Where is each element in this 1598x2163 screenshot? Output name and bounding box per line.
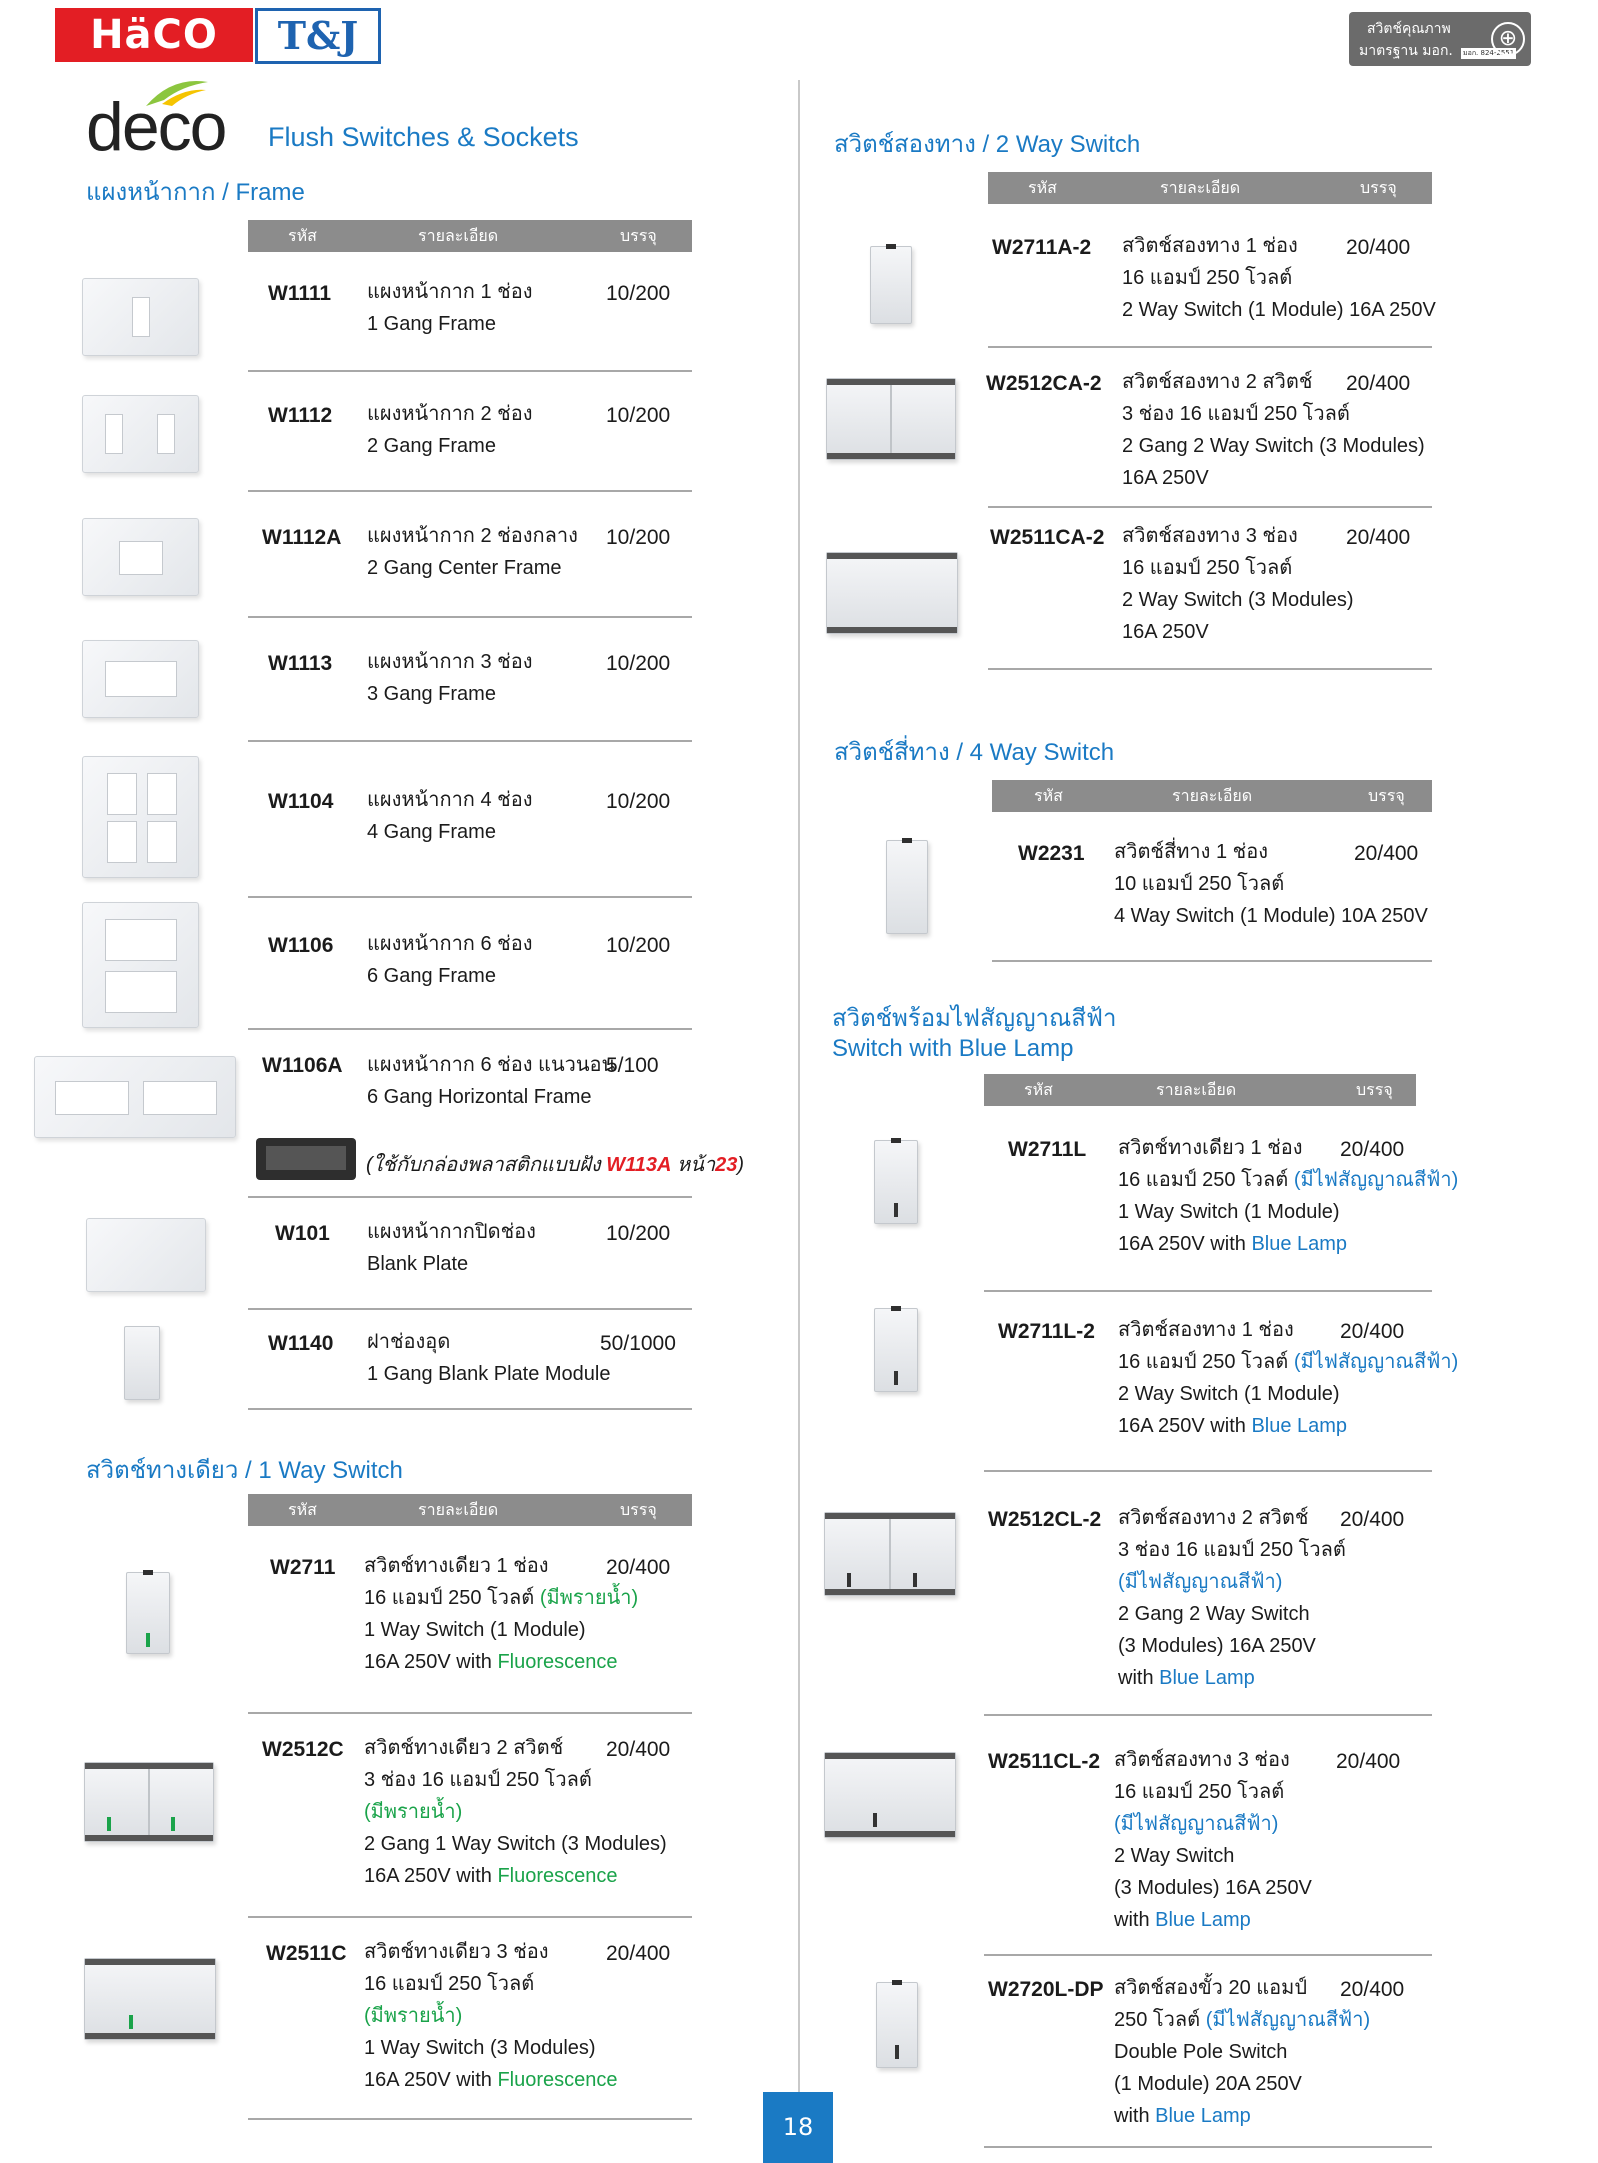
product-description: สวิตช์สองขั้ว 20 แอมป์ 250 โวลต์ (มีไฟสัญญาณสีฟ้า) Double Pole Switch (1 Module) 20A 250V with Blue Lamp [1114,1977,1371,2127]
product-code: W2711L-2 [998,1320,1095,1343]
product-description: แผงหน้ากาก 4 ช่อง 4 Gang Frame [367,789,533,843]
blue-lamp-table-header: รหัส รายละเอียด บรรจุ [984,1074,1416,1106]
compatibility-note: (ใช้กับกล่องพลาสติกแบบฝัง W113A หน้า23) [366,1154,745,1176]
row-divider [248,1028,692,1030]
row-divider [248,490,692,492]
frame-6-gang-horizontal-image [34,1056,236,1138]
product-code: W1106A [262,1054,343,1077]
pack-qty: 20/400 [1336,1750,1401,1773]
pack-qty: 10/200 [606,526,671,549]
two-way-section-title: สวิตช์สองทาง / 2 Way Switch [834,131,1141,158]
blank-plate-image [86,1218,206,1292]
pack-qty: 20/400 [1354,842,1419,865]
tis-mark-icon: ⊕ [1491,22,1525,56]
pack-qty: 20/400 [606,1738,671,1761]
one-way-table-header: รหัส รายละเอียด บรรจุ [248,1494,692,1526]
product-description: สวิตช์สองทาง 3 ช่อง 16 แอมป์ 250 โวลต์ (มีไฟสัญญาณสีฟ้า) 2 Way Switch (3 Modules) 16A 250V with Blue Lamp [1114,1749,1312,1931]
product-description: ฝาช่องอุด 1 Gang Blank Plate Module [367,1331,611,1385]
product-code: W2231 [1018,842,1085,865]
frame-6-gang-image [82,902,199,1028]
tis-standard-badge [1349,12,1531,66]
product-description: สวิตช์สองทาง 2 สวิตช์ 3 ช่อง 16 แอมป์ 250 โวลต์ (มีไฟสัญญาณสีฟ้า) 2 Gang 2 Way Switch (3 Modules) 16A 250V with Blue Lamp [1118,1507,1346,1689]
blue-lamp-2way-image [874,1308,918,1392]
row-divider [248,1916,692,1918]
two-way-1-module-image [870,246,912,324]
switch-2-gang-image [84,1762,214,1842]
product-code: W2511C [266,1942,347,1965]
row-divider [984,2146,1432,2148]
product-description: สวิตช์ทางเดียว 1 ช่อง 16 แอมป์ 250 โวลต์ (มีไฟสัญญาณสีฟ้า) 1 Way Switch (1 Module) 16A 250V with Blue Lamp [1118,1137,1459,1255]
two-way-3-module-image [826,552,958,634]
blue-lamp-3module-image [824,1752,956,1838]
product-description: สวิตช์ทางเดียว 2 สวิตช์ 3 ช่อง 16 แอมป์ 250 โวลต์ (มีพรายน้ำ) 2 Gang 1 Way Switch (3 Modules) 16A 250V with Fluorescence [364,1737,667,1887]
blue-lamp-1way-image [874,1140,918,1224]
pack-qty: 20/400 [606,1556,671,1579]
blue-lamp-section-title-th: สวิตช์พร้อมไฟสัญญาณสีฟ้า [832,1005,1117,1032]
pack-qty: 20/400 [1340,1978,1405,2001]
product-code: W1111 [268,282,332,305]
product-code: W1106 [268,934,334,957]
product-code: W2512CA-2 [986,372,1102,395]
frame-section-title: แผงหน้ากาก / Frame [86,179,305,206]
product-description: สวิตช์สองทาง 1 ช่อง 16 แอมป์ 250 โวลต์ 2 Way Switch (1 Module) 16A 250V [1122,235,1436,321]
product-description: สวิตช์ทางเดียว 3 ช่อง 16 แอมป์ 250 โวลต์ (มีพรายน้ำ) 1 Way Switch (3 Modules) 16A 250V with Fluorescence [364,1941,618,2091]
product-description: สวิตช์ทางเดียว 1 ช่อง 16 แอมป์ 250 โวลต์ (มีพรายน้ำ) 1 Way Switch (1 Module) 16A 250V with Fluorescence [364,1555,639,1673]
blue-lamp-section-title-en: Switch with Blue Lamp [832,1035,1074,1062]
product-code: W2512CL-2 [988,1508,1102,1531]
pack-qty: 20/400 [606,1942,671,1965]
product-description: แผงหน้ากาก 2 ช่องกลาง 2 Gang Center Frame [367,525,578,579]
frame-table-header [248,220,692,252]
badge-line-1: สวิตช์คุณภาพ [1367,21,1451,37]
product-code: W2711 [270,1556,336,1579]
page-number: 18 [763,2092,833,2163]
header-pack: บรรจุ [620,226,657,245]
pack-qty: 10/200 [606,652,671,675]
product-code: W1112A [262,526,342,549]
pack-qty: 20/400 [1340,1320,1405,1343]
product-code: W2711L [1008,1138,1087,1161]
frame-2-gang-center-image [82,518,199,596]
row-divider [248,1308,692,1310]
row-divider [248,2118,692,2120]
row-divider [988,668,1432,670]
product-description: แผงหน้ากาก 6 ช่อง แนวนอน 6 Gang Horizontal Frame [367,1054,616,1108]
haco-logo: HäCO [55,8,253,62]
product-description: แผงหน้ากากปิดช่อง Blank Plate [367,1221,536,1275]
row-divider [248,896,692,898]
row-divider [988,346,1432,348]
brand-subtitle: Flush Switches & Sockets [268,122,579,152]
double-pole-switch-image [876,1982,918,2068]
badge-line-2: มาตรฐาน มอก. [1359,43,1453,59]
product-description: สวิตช์สองทาง 1 ช่อง 16 แอมป์ 250 โวลต์ (มีไฟสัญญาณสีฟ้า) 2 Way Switch (1 Module) 16A 250V with Blue Lamp [1118,1319,1459,1437]
row-divider [984,1714,1432,1716]
product-code: W1113 [268,652,333,675]
deco-brand-name: deco [86,89,226,165]
switch-1-module-image [126,1572,170,1654]
product-code: W1112 [268,404,333,427]
row-divider [988,506,1432,508]
pack-qty: 10/200 [606,790,671,813]
row-divider [992,960,1432,962]
product-description: สวิตช์สองทาง 2 สวิตช์ 3 ช่อง 16 แอมป์ 250 โวลต์ 2 Gang 2 Way Switch (3 Modules) 16A 250V [1122,371,1425,489]
product-description: สวิตช์สี่ทาง 1 ช่อง 10 แอมป์ 250 โวลต์ 4 Way Switch (1 Module) 10A 250V [1114,841,1428,927]
row-divider [984,1470,1432,1472]
pack-qty: 10/200 [606,934,671,957]
pack-qty: 20/400 [1346,236,1411,259]
row-divider [248,1408,692,1410]
pack-qty: 10/200 [606,1222,671,1245]
row-divider [248,1712,692,1714]
two-way-table-header: รหัส รายละเอียด บรรจุ [988,172,1432,204]
product-description: แผงหน้ากาก 6 ช่อง 6 Gang Frame [367,933,533,987]
product-code: W101 [275,1222,330,1245]
two-way-2-gang-image [826,378,956,460]
switch-3-module-image [84,1958,216,2040]
blank-module-image [124,1326,160,1400]
pack-qty: 5/100 [606,1054,659,1077]
pack-qty: 50/1000 [600,1332,676,1355]
product-code: W2711A-2 [992,236,1092,259]
row-divider [248,616,692,618]
one-way-section-title: สวิตช์ทางเดียว / 1 Way Switch [86,1457,403,1484]
product-code: W2511CL-2 [988,1750,1101,1773]
four-way-section-title: สวิตช์สี่ทาง / 4 Way Switch [834,739,1115,766]
pack-qty: 10/200 [606,282,671,305]
row-divider [248,1196,692,1198]
row-divider [248,370,692,372]
badge-small-text: มอก. 824-2551 [1463,49,1515,57]
pack-qty: 20/400 [1346,372,1411,395]
tj-logo: T&J [255,8,381,64]
row-divider [984,1290,1432,1292]
pack-qty: 20/400 [1340,1508,1405,1531]
product-code: W2720L-DP [988,1978,1104,2001]
blue-lamp-2gang-image [824,1512,956,1596]
pack-qty: 20/400 [1346,526,1411,549]
frame-3-gang-image [82,640,199,718]
frame-1-gang-image [82,278,199,356]
column-divider [798,80,800,2150]
row-divider [248,740,692,742]
product-code: W2512C [262,1738,344,1761]
four-way-table-header: รหัส รายละเอียด บรรจุ [992,780,1432,812]
product-description: แผงหน้ากาก 1 ช่อง 1 Gang Frame [367,281,533,335]
product-code: W1140 [268,1332,334,1355]
frame-4-gang-image [82,756,199,878]
pack-qty: 20/400 [1340,1138,1405,1161]
product-code: W2511CA-2 [990,526,1105,549]
product-description: แผงหน้ากาก 2 ช่อง 2 Gang Frame [367,403,533,457]
frame-2-gang-image [82,395,199,473]
four-way-switch-image [886,840,928,934]
product-description: สวิตช์สองทาง 3 ช่อง 16 แอมป์ 250 โวลต์ 2 Way Switch (3 Modules) 16A 250V [1122,525,1354,643]
header-code: รหัส [288,226,317,245]
header-detail: รายละเอียด [418,226,499,245]
product-description: แผงหน้ากาก 3 ช่อง 3 Gang Frame [367,651,533,705]
product-code: W1104 [268,790,334,813]
pack-qty: 10/200 [606,404,671,427]
row-divider [984,1954,1432,1956]
plastic-box-image [256,1138,356,1180]
